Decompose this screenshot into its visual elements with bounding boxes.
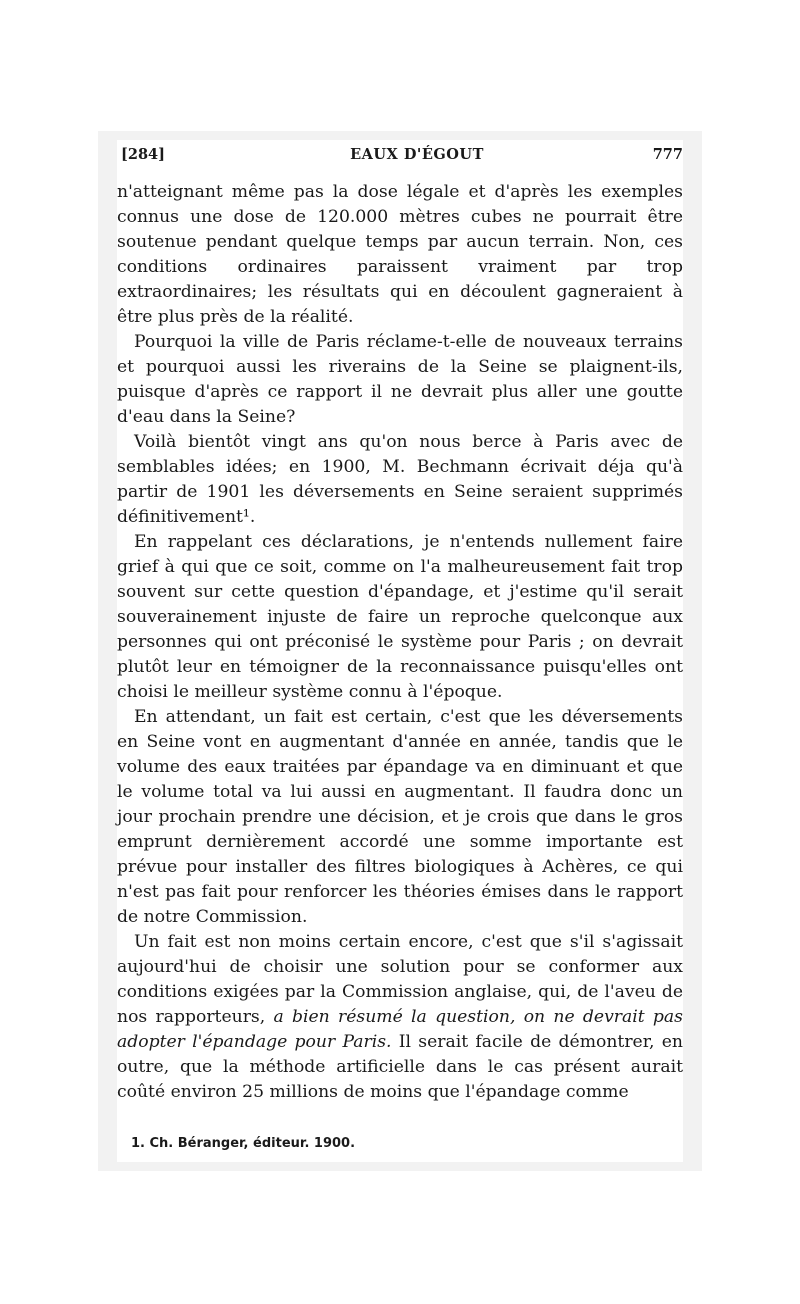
paragraph-1: n'atteignant même pas la dose légale et d'après les exemples connus une dose de 120.000 mètres cubes ne pourrait être soutenue pendant quelque temps par aucun terrain. Non, ces conditions ordinaires paraissent vraiment par trop extraordinaires; les résultats qui en découlent gagneraient à être plus près de la réalité. bbox=[117, 182, 683, 327]
paragraph-6-start: Un fait est non moins certain encore, c'est que s'il s'agissait aujourd'hui de choisir une solution pour se conformer aux conditions exigées par la Commission anglaise, qui, de l'aveu de nos rapporteurs, bbox=[117, 932, 683, 1027]
running-head bbox=[121, 146, 683, 168]
footnote: 1. Ch. Béranger, éditeur. 1900. bbox=[131, 1136, 356, 1151]
paragraph-3: Voilà bientôt vingt ans qu'on nous berce à Paris avec de semblables idées; en 1900, M. Bechmann écrivait déja qu'à partir de 1901 les déversements en Seine seraient supprimés définitivement¹. bbox=[117, 432, 683, 527]
section-number: [284] bbox=[121, 146, 165, 163]
book-page bbox=[117, 140, 683, 1162]
paragraph-4: En rappelant ces déclarations, je n'entends nullement faire grief à qui que ce soit, comme on l'a malheureusement fait trop souvent sur cette question d'épandage, et j'estime qu'il serait souverainement injuste de faire un reproche quelconque aux personnes qui ont préconisé le système pour Paris ; on devrait plutôt leur en témoigner de la reconnaissance puisqu'elles ont choisi le meilleur système connu à l'époque. bbox=[117, 532, 683, 702]
body-text bbox=[117, 180, 683, 1105]
paragraph-5: En attendant, un fait est certain, c'est que les déversements en Seine vont en augmentant d'année en année, tandis que le volume des eaux traitées par épandage va en diminuant et que le volume total va lui aussi en augmentant. Il faudra donc un jour prochain prendre une décision, et je crois que dans le gros emprunt dernièrement accordé une somme importante est prévue pour installer des filtres biologiques à Achères, ce qui n'est pas fait pour renforcer les théories émises dans le rapport de notre Commission. bbox=[117, 707, 683, 927]
paragraph-6-quote: a bien résumé la question, on ne devrait pas adopter l'épandage pour Paris. bbox=[117, 1007, 683, 1052]
paragraph-6-end: Il serait facile de démontrer, en outre, que la méthode artificielle dans le cas présent aurait coûté environ 25 millions de moins que l'épandage comme bbox=[117, 1032, 684, 1102]
page-number: 777 bbox=[652, 146, 683, 163]
paragraph-2: Pourquoi la ville de Paris réclame-t-elle de nouveaux terrains et pourquoi aussi les riverains de la Seine se plaignent-ils, puisque d'après ce rapport il ne devrait plus aller une goutte d'eau dans la Seine? bbox=[117, 332, 683, 427]
running-title: EAUX D'ÉGOUT bbox=[350, 146, 484, 163]
paragraph-6 bbox=[117, 930, 683, 1105]
